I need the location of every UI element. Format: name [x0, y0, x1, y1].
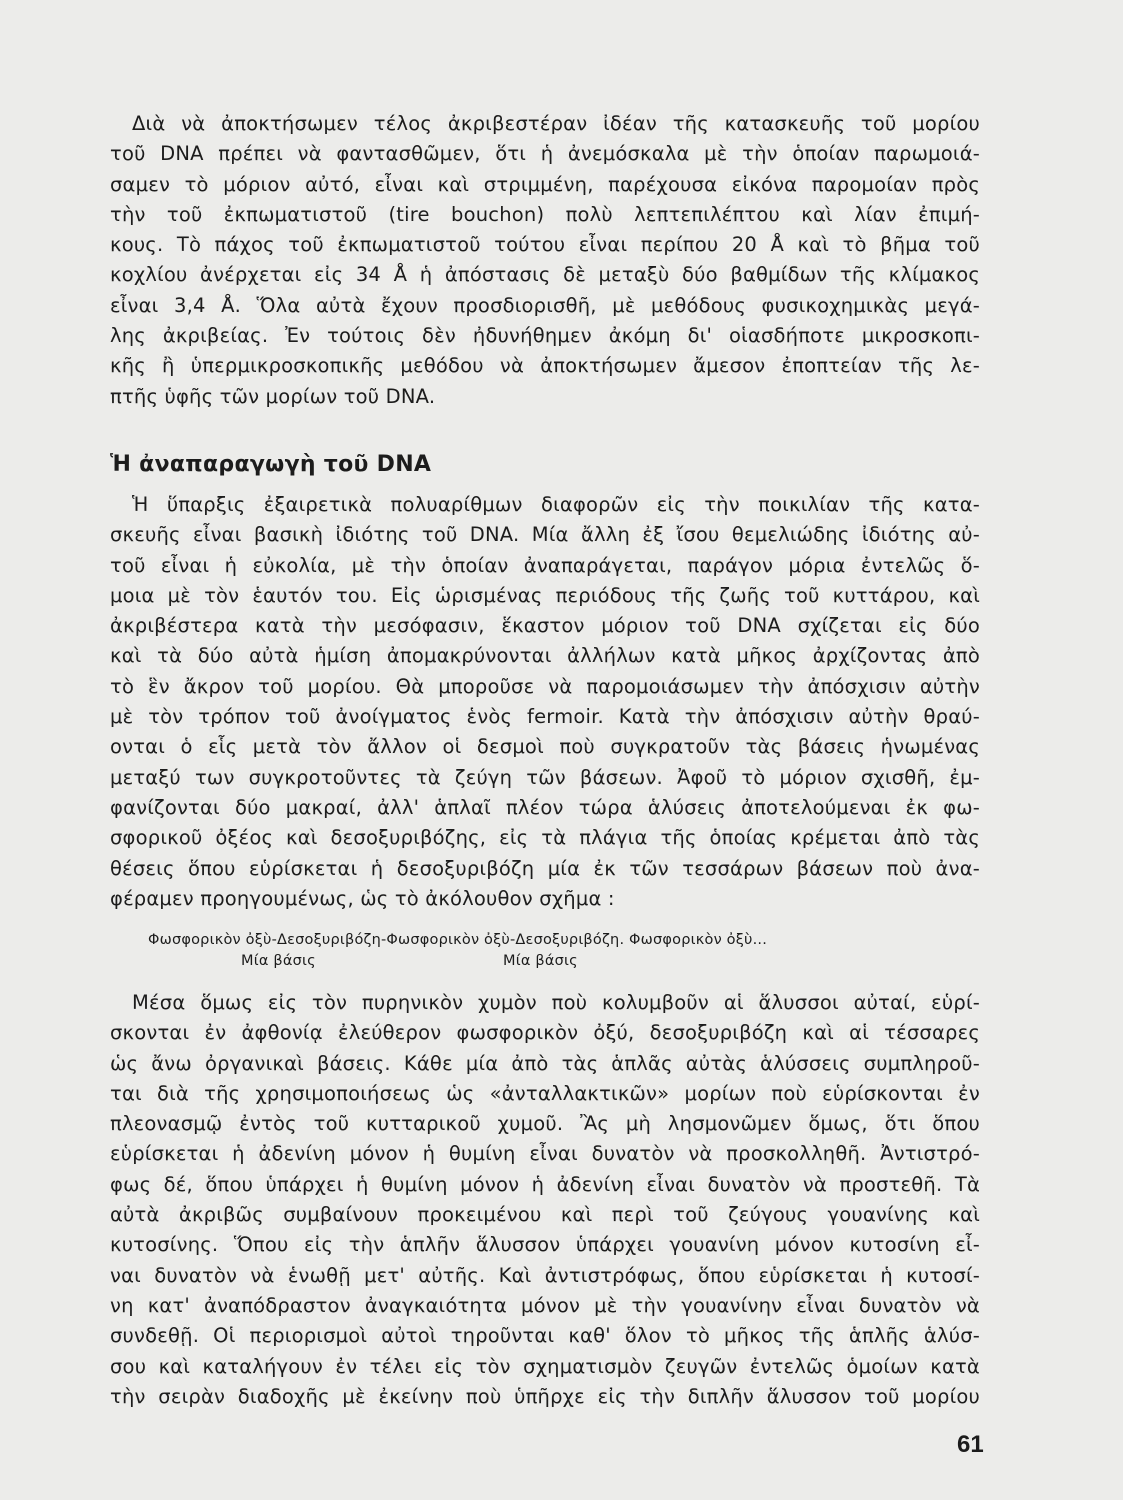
text-line: Ἡ ὕπαρξις ἐξαιρετικὰ πολυαρίθμων διαφορῶν εἰς τὴν ποικιλίαν τῆς κατα-: [132, 493, 980, 516]
text-line: λης ἀκριβείας. Ἐν τούτοις δὲν ἠδυνήθημεν ἀκόμη δι' οἱασδήποτε μικροσκοπι-: [110, 324, 980, 348]
text-line: αὐτὰ ἀκριβῶς συμβαίνουν προκειμένου καὶ περὶ τοῦ ζεύγους γουανίνης καὶ: [110, 1203, 980, 1227]
text-line: τοῦ εἶναι ἡ εὐκολία, μὲ τὴν ὁποίαν ἀναπαράγεται, παράγον μόρια ἐντελῶς ὅ-: [110, 553, 980, 577]
text-line: πτῆς ὑφῆς τῶν μορίων τοῦ DNA.: [110, 384, 436, 408]
section-heading: Ἡ ἀναπαραγωγὴ τοῦ DNA: [110, 452, 432, 477]
text-line: κοχλίου ἀνέρχεται εἰς 34 Å ἡ ἀπόστασις δὲ μεταξὺ δύο βαθμίδων τῆς κλίμακος: [110, 263, 980, 287]
text-line: εἶναι 3,4 Å. Ὅλα αὐτὰ ἔχουν προσδιορισθῆ, μὲ μεθόδους φυσικοχημικὰς μεγά-: [110, 293, 980, 317]
text-line: φανίζονται δύο μακραί, ἀλλ' ἁπλαῖ πλέον τώρα ἁλύσεις ἀποτελούμεναι ἐκ φω-: [110, 795, 980, 819]
text-line: κῆς ἢ ὑπερμικροσκοπικῆς μεθόδου νὰ ἀποκτήσωμεν ἄμεσον ἐποπτείαν τῆς λε-: [110, 354, 980, 378]
text-line: σκευῆς εἶναι βασικὴ ἰδιότης τοῦ DNA. Μία ἄλλη ἐξ ἴσου θεμελιώδης ἰδιότης αὐ-: [110, 523, 980, 547]
text-line: κους. Τὸ πάχος τοῦ ἐκπωματιστοῦ τούτου εἶναι περίπου 20 Å καὶ τὸ βῆμα τοῦ: [110, 233, 980, 257]
text-line: κυτοσίνης. Ὅπου εἰς τὴν ἁπλῆν ἅλυσσον ὑπάρχει γουανίνη μόνον κυτοσίνη εἶ-: [110, 1233, 980, 1257]
text-line: ναι δυνατὸν νὰ ἑνωθῇ μετ' αὐτῆς. Καὶ ἀντιστρόφως, ὅπου εὑρίσκεται ἡ κυτοσί-: [110, 1263, 980, 1287]
text-line: σκονται ἐν ἀφθονίᾳ ἐλεύθερον φωσφορικὸν ὀξύ, δεσοξυριβόζη καὶ αἱ τέσσαρες: [110, 1021, 980, 1045]
text-line: Μέσα ὅμως εἰς τὸν πυρηνικὸν χυμὸν ποὺ κολυμβοῦν αἱ ἅλυσσοι αὐταί, εὑρί-: [132, 991, 980, 1014]
text-line: τὴν σειρὰν διαδοχῆς μὲ ἐκείνην ποὺ ὑπῆρχε εἰς τὴν διπλῆν ἅλυσσον τοῦ μορίου: [110, 1384, 980, 1408]
chain-formula: Φωσφορικὸν ὀξὺ-Δεσοξυριβόζη-Φωσφορικὸν ὀξὺ-Δεσοξυριβόζη. Φωσφορικὸν ὀξὺ...: [148, 932, 768, 948]
text-line: νη κατ' ἀναπόδραστον ἀναγκαιότητα μόνον μὲ τὴν γουανίνην εἶναι δυνατὸν νὰ: [110, 1293, 980, 1317]
text-line: σφορικοῦ ὀξέος καὶ δεσοξυριβόζης, εἰς τὰ πλάγια τῆς ὁποίας κρέμεται ἀπὸ τὰς: [110, 826, 980, 850]
paragraph-dna-structure: [110, 109, 980, 412]
text-line: μὲ τὸν τρόπον τοῦ ἀνοίγματος ἑνὸς fermoir. Κατὰ τὴν ἀπόσχισιν αὐτὴν θραύ-: [110, 705, 980, 729]
text-line: τοῦ DNA πρέπει νὰ φαντασθῶμεν, ὅτι ἡ ἀνεμόσκαλα μὲ τὴν ὁποίαν παρωμοιά-: [110, 142, 980, 166]
text-line: πλεονασμῷ ἐντὸς τοῦ κυτταρικοῦ χυμοῦ. Ἂς μὴ λησμονῶμεν ὅμως, ὅτι ὅπου: [110, 1112, 980, 1136]
text-line: φως δέ, ὅπου ὑπάρχει ἡ θυμίνη μόνον ἡ ἀδενίνη εἶναι δυνατὸν νὰ προστεθῆ. Τὰ: [110, 1172, 980, 1196]
base-label: Μία βάσις: [241, 953, 316, 969]
text-line: θέσεις ὅπου εὑρίσκεται ἡ δεσοξυριβόζη μία ἐκ τῶν τεσσάρων βάσεων ποὺ ἀνα-: [110, 856, 980, 880]
text-line: τὸ ἓν ἄκρον τοῦ μορίου. Θὰ μποροῦσε νὰ παρομοιάσωμεν τὴν ἀπόσχισιν αὐτὴν: [110, 674, 980, 698]
text-line: σαμεν τὸ μόριον αὐτό, εἶναι καὶ στριμμένη, παρέχουσα εἰκόνα παρομοίαν πρὸς: [110, 172, 980, 196]
text-line: συνδεθῇ. Οἱ περιορισμοὶ αὐτοὶ τηροῦνται καθ' ὅλον τὸ μῆκος τῆς ἁπλῆς ἁλύσ-: [110, 1324, 980, 1348]
text-line: τὴν τοῦ ἐκπωματιστοῦ (tire bouchon) πολὺ λεπτεπιλέπτου καὶ λίαν ἐπιμή-: [110, 202, 980, 226]
page-number: 61: [957, 1431, 984, 1458]
text-line: ται διὰ τῆς χρησιμοποιήσεως ὡς «ἀνταλλακτικῶν» μορίων ποὺ εὑρίσκονται ἐν: [110, 1081, 980, 1105]
text-line: εὑρίσκεται ἡ ἀδενίνη μόνον ἡ θυμίνη εἶναι δυνατὸν νὰ προσκολληθῆ. Ἀντιστρό-: [110, 1142, 980, 1166]
paragraph-dna-replication: [110, 490, 980, 914]
text-line: ἀκριβέστερα κατὰ τὴν μεσόφασιν, ἕκαστον μόριον τοῦ DNA σχίζεται εἰς δύο: [110, 614, 980, 638]
text-line: Διὰ νὰ ἀποκτήσωμεν τέλος ἀκριβεστέραν ἰδέαν τῆς κατασκευῆς τοῦ μορίου: [132, 112, 980, 135]
text-line: μοια μὲ τὸν ἑαυτόν του. Εἰς ὡρισμένας περιόδους τῆς ζωῆς τοῦ κυττάρου, καὶ: [110, 583, 980, 607]
paragraph-base-pairing: [110, 988, 980, 1412]
base-label: Μία βάσις: [503, 953, 578, 969]
text-line: φέραμεν προηγουμένως, ὡς τὸ ἀκόλουθον σχῆμα :: [110, 886, 615, 910]
text-line: ὡς ἄνω ὀργανικαὶ βάσεις. Κάθε μία ἀπὸ τὰς ἁπλᾶς αὐτὰς ἁλύσσεις συμπληροῦ-: [110, 1051, 980, 1075]
text-line: ονται ὁ εἷς μετὰ τὸν ἄλλον οἱ δεσμοὶ ποὺ συγκρατοῦν τὰς βάσεις ἡνωμένας: [110, 735, 980, 759]
text-line: μεταξύ των συγκροτοῦντες τὰ ζεύγη τῶν βάσεων. Ἀφοῦ τὸ μόριον σχισθῆ, ἐμ-: [110, 765, 980, 789]
text-line: σου καὶ καταλήγουν ἐν τέλει εἰς τὸν σχηματισμὸν ζευγῶν ἐντελῶς ὁμοίων κατὰ: [110, 1354, 980, 1378]
text-line: καὶ τὰ δύο αὐτὰ ἡμίση ἀπομακρύνονται ἀλλήλων κατὰ μῆκος ἀρχίζοντας ἀπὸ: [110, 644, 980, 668]
